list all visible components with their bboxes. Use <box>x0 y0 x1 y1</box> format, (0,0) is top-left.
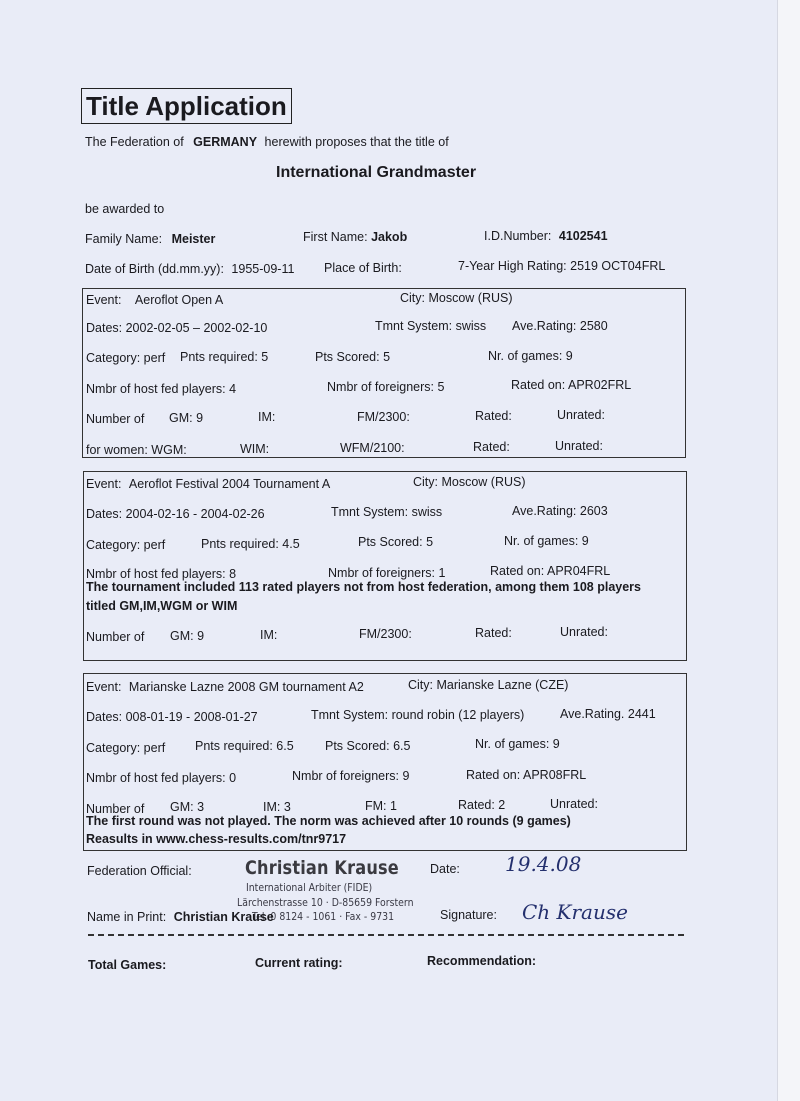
signature-value: Ch Krause <box>522 900 628 924</box>
event-1-foreigners: Nmbr of foreigners: 5 <box>327 380 445 394</box>
signature-label: Signature: <box>440 908 497 922</box>
separator-line <box>88 934 684 936</box>
event-2-gm: GM: 9 <box>170 629 205 643</box>
event-3-im: IM: 3 <box>263 800 291 814</box>
title-awarded: International Grandmaster <box>276 164 477 181</box>
event-1-name <box>86 293 223 307</box>
stamp-title: International Arbiter (FIDE) <box>246 881 373 894</box>
event-3-note-line1: The first round was not played. The norm was achieved after 10 rounds (9 games) <box>86 814 571 828</box>
event-3-note-line2: Reasults in www.chess-results.com/tnr9717 <box>86 832 347 846</box>
high-rating-field <box>458 259 665 273</box>
event-2-dates: Dates: 2004-02-16 - 2004-02-26 <box>86 507 265 521</box>
event-label: Event: <box>86 680 122 694</box>
event-1-women-unrated: Unrated: <box>555 439 603 453</box>
intro-suffix: herewith proposes that the title of <box>264 135 449 149</box>
event-label: Event: <box>86 293 122 307</box>
current-rating-label: Current rating: <box>255 956 343 970</box>
event-1-women-wim: WIM: <box>240 442 270 456</box>
event-label: Event: <box>86 477 122 491</box>
event-1-women-rated: Rated: <box>473 440 510 454</box>
event-3-city: City: Marianske Lazne (CZE) <box>408 678 569 692</box>
event-1-women-wfm: WFM/2100: <box>340 441 405 455</box>
event-3-system: Tmnt System: round robin (12 players) <box>311 708 525 722</box>
event-3-pts-scored: Pts Scored: 6.5 <box>325 739 411 753</box>
dob-value: 1955-09-11 <box>231 262 295 276</box>
intro-line <box>85 135 449 149</box>
event-1-gm: GM: 9 <box>169 411 204 425</box>
event-box-1 <box>82 288 686 458</box>
dob-label: Date of Birth (dd.mm.yy): <box>85 262 224 276</box>
event-2-city: City: Moscow (RUS) <box>413 475 526 489</box>
id-number-value: 4102541 <box>558 229 608 243</box>
event-1-city: City: Moscow (RUS) <box>400 291 513 305</box>
event-1-rated-on: Rated on: APR02FRL <box>511 378 632 392</box>
event-1-fm: FM/2300: <box>357 410 410 424</box>
event-2-im: IM: <box>260 628 278 642</box>
first-name-value: Jakob <box>371 230 408 244</box>
event-2-pts-scored: Pts Scored: 5 <box>358 535 434 549</box>
event-2-fm: FM/2300: <box>359 627 412 641</box>
date-label: Date: <box>430 862 460 876</box>
event-value: Aeroflot Open A <box>134 293 224 307</box>
stamp-phone: Tel. 0 8124 - 1061 · Fax - 9731 <box>252 910 395 923</box>
awarded-to: be awarded to <box>85 202 165 216</box>
event-3-games: Nr. of games: 9 <box>475 737 560 751</box>
event-1-number-of: Number of <box>86 412 145 426</box>
event-value: Aeroflot Festival 2004 Tournament A <box>128 477 331 491</box>
stamp-name: Christian Krause <box>245 857 399 879</box>
page-edge <box>777 0 800 1101</box>
place-of-birth-field <box>324 261 402 275</box>
event-1-ave-rating: Ave.Rating: 2580 <box>512 319 608 333</box>
first-name-label: First Name: <box>303 230 368 244</box>
intro-prefix: The Federation of <box>85 135 184 149</box>
event-2-foreigners: Nmbr of foreigners: 1 <box>328 566 446 580</box>
event-1-dates: Dates: 2002-02-05 – 2002-02-10 <box>86 321 268 335</box>
event-3-host-fed: Nmbr of host fed players: 0 <box>86 771 237 785</box>
total-games-label: Total Games: <box>88 958 167 972</box>
event-1-pnts-required: Pnts required: 5 <box>180 350 269 364</box>
id-number-label: I.D.Number: <box>484 229 552 243</box>
event-1-im: IM: <box>258 410 276 424</box>
dob-field <box>85 262 294 276</box>
event-2-note-line2: titled GM,IM,WGM or WIM <box>86 599 238 613</box>
event-2-number-of: Number of <box>86 630 145 644</box>
place-of-birth-label: Place of Birth: <box>324 261 402 275</box>
stamp-address: Lärchenstrasse 10 · D-85659 Forstern <box>237 896 414 909</box>
event-3-name <box>86 680 364 694</box>
event-2-games: Nr. of games: 9 <box>504 534 589 548</box>
event-3-rated: Rated: 2 <box>458 798 506 812</box>
official-label: Federation Official: <box>87 864 192 878</box>
high-rating-label: 7-Year High Rating: <box>458 259 567 273</box>
event-2-note-line1: The tournament included 113 rated players not from host federation, among them 108 players <box>86 580 641 594</box>
recommendation-label: Recommendation: <box>427 954 537 968</box>
event-2-ave-rating: Ave.Rating: 2603 <box>512 504 608 518</box>
event-1-category: Category: perf <box>86 351 166 365</box>
high-rating-value: 2519 OCT04FRL <box>570 259 666 273</box>
event-1-host-fed: Nmbr of host fed players: 4 <box>86 382 237 396</box>
id-number-field <box>484 229 608 243</box>
event-1-unrated: Unrated: <box>557 408 605 422</box>
family-name-label: Family Name: <box>85 232 163 246</box>
first-name-field <box>303 230 407 244</box>
event-2-system: Tmnt System: swiss <box>331 505 443 519</box>
event-3-foreigners: Nmbr of foreigners: 9 <box>292 769 410 783</box>
event-value: Marianske Lazne 2008 GM tournament A2 <box>128 680 364 694</box>
event-2-unrated: Unrated: <box>560 625 608 639</box>
document-title: Title Application <box>81 88 292 124</box>
event-2-rated: Rated: <box>475 626 512 640</box>
date-value: 19.4.08 <box>505 852 582 876</box>
event-3-category: Category: perf <box>86 741 166 755</box>
event-2-host-fed: Nmbr of host fed players: 8 <box>86 567 237 581</box>
event-1-games: Nr. of games: 9 <box>488 349 573 363</box>
event-2-name <box>86 477 330 491</box>
event-1-pts-scored: Pts Scored: 5 <box>315 350 391 364</box>
federation-name: GERMANY <box>193 135 258 149</box>
event-3-dates: Dates: 008-01-19 - 2008-01-27 <box>86 710 258 724</box>
print-name-field <box>87 910 274 924</box>
print-name-value: Christian Krause <box>173 910 274 924</box>
event-3-rated-on: Rated on: APR08FRL <box>466 768 587 782</box>
event-3-fm: FM: 1 <box>365 799 397 813</box>
event-2-category: Category: perf <box>86 538 166 552</box>
event-3-pnts-required: Pnts required: 6.5 <box>195 739 294 753</box>
event-3-unrated: Unrated: <box>550 797 598 811</box>
family-name-value: Meister <box>171 232 216 246</box>
event-1-women-wgm: for women: WGM: <box>86 443 187 457</box>
event-3-gm: GM: 3 <box>170 800 205 814</box>
event-2-pnts-required: Pnts required: 4.5 <box>201 537 300 551</box>
event-1-rated: Rated: <box>475 409 512 423</box>
event-1-system: Tmnt System: swiss <box>375 319 487 333</box>
event-3-number-of: Number of <box>86 802 145 816</box>
print-name-label: Name in Print: <box>87 910 167 924</box>
family-name-field <box>85 232 215 246</box>
event-3-ave-rating: Ave.Rating. 2441 <box>560 707 656 721</box>
event-2-rated-on: Rated on: APR04FRL <box>490 564 611 578</box>
